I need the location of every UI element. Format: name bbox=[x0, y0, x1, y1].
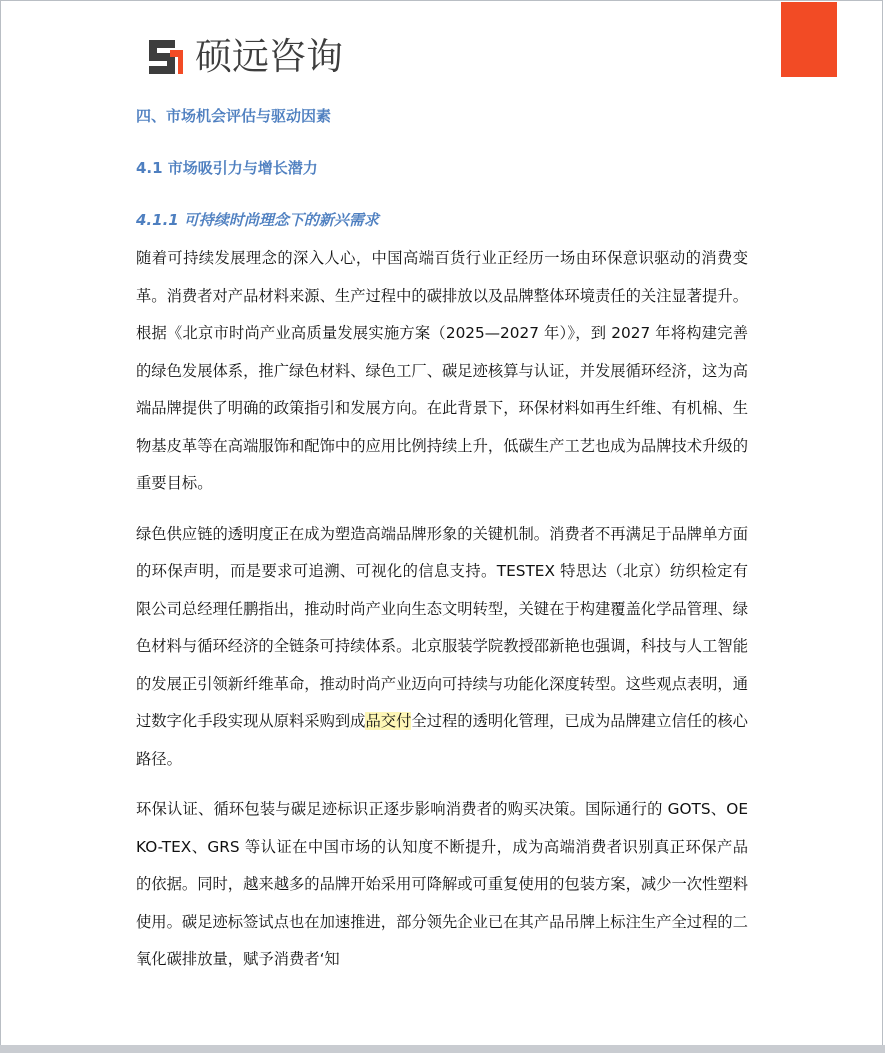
company-logo bbox=[145, 36, 343, 78]
logo-mark-icon bbox=[145, 36, 187, 78]
paragraph-2-text-after: 全过程的透明化管理，已成为品牌建立信任的核心路径。 bbox=[136, 712, 748, 768]
paragraph-2 bbox=[136, 516, 748, 779]
subsection-heading: 4.1 市场吸引力与增长潜力 bbox=[136, 159, 318, 177]
paragraph-1: 随着可持续发展理念的深入人心，中国高端百货行业正经历一场由环保意识驱动的消费变革。消费者对产品材料来源、生产过程中的碳排放以及品牌整体环境责任的关注显著提升。根据《北京市时尚产业高质量发展实施方案（2025—2027 年）》，到 2027 年将构建完善的绿色发展体系，推广绿色材料、绿色工厂、碳足迹核算与认证，并发展循环经济，这为高端品牌提供了明确的政策指引和发展方向。在此背景下，环保材料如再生纤维、有机棉、生物基皮革等在高端服饰和配饰中的应用比例持续上升，低碳生产工艺也成为品牌技术升级的重要目标。 bbox=[136, 249, 748, 492]
subsubsection-heading: 4.1.1 可持续时尚理念下的新兴需求 bbox=[136, 211, 379, 229]
body-text bbox=[136, 240, 748, 992]
paragraph-2-text-before: 绿色供应链的透明度正在成为塑造高端品牌形象的关键机制。消费者不再满足于品牌单方面的环保声明，而是要求可追溯、可视化的信息支持。TESTEX 特思达（北京）纺织检定有限公司总经理任鹏指出，推动时尚产业向生态文明转型，关键在于构建覆盖化学品管理、绿色材料与循环经济的全链条可持续体系。北京服装学院教授邵新艳也强调，科技与人工智能的发展正引领新纤维革命，推动时尚产业迈向可持续与功能化深度转型。这些观点表明，通过数字化手段实现从原料采购到成 bbox=[136, 524, 748, 730]
highlighted-text: 品交付 bbox=[365, 712, 412, 730]
brand-name: 硕远咨询 bbox=[195, 35, 343, 78]
corner-color-tab bbox=[781, 2, 837, 77]
page-bottom-edge bbox=[0, 1045, 885, 1053]
section-heading: 四、市场机会评估与驱动因素 bbox=[136, 107, 332, 125]
paragraph-3: 环保认证、循环包装与碳足迹标识正逐步影响消费者的购买决策。国际通行的 GOTS、OEKO-TEX、GRS 等认证在中国市场的认知度不断提升，成为高端消费者识别真正环保产品的依据。同时，越来越多的品牌开始采用可降解或可重复使用的包装方案，减少一次性塑料使用。碳足迹标签试点也在加速推进，部分领先企业已在其产品吊牌上标注生产全过程的二氧化碳排放量，赋予消费者‘知 bbox=[136, 800, 748, 968]
